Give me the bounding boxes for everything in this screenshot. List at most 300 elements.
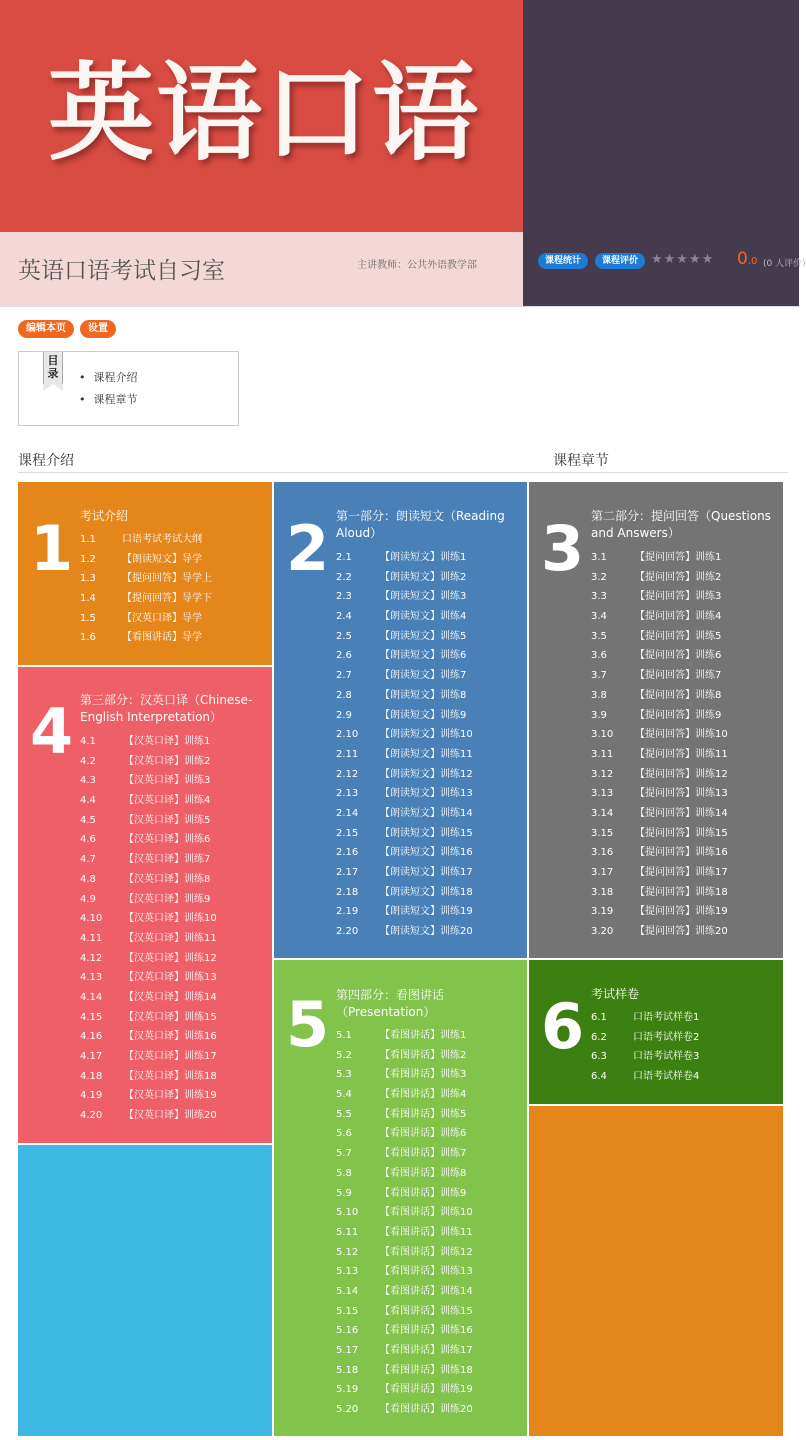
item-index: 4.15: [80, 1011, 103, 1023]
item-index: 2.7: [336, 670, 352, 682]
item-index: 5.9: [336, 1187, 352, 1199]
tile-number: 5: [286, 988, 330, 1061]
item-index: 2.10: [336, 729, 359, 741]
item-label: 【朗读短文】训练13: [380, 788, 473, 800]
list-item[interactable]: [591, 686, 728, 706]
item-index: 2.15: [336, 827, 359, 839]
chapter-tile-6: [529, 960, 783, 1104]
item-label: 【提问回答】训练7: [635, 670, 722, 682]
item-label: 【朗读短文】训练15: [380, 827, 473, 839]
list-item[interactable]: [336, 1243, 473, 1263]
item-index: 5.17: [336, 1345, 359, 1356]
list-item[interactable]: [591, 765, 728, 785]
list-item[interactable]: [336, 1400, 473, 1420]
chapter-tile-5: [274, 960, 527, 1436]
item-index: 1.1: [80, 534, 96, 545]
chapter-tile-1: [18, 482, 272, 665]
list-item[interactable]: [336, 646, 473, 666]
item-index: 3.15: [591, 827, 614, 839]
item-index: 5.11: [336, 1226, 359, 1238]
list-item[interactable]: [336, 784, 473, 804]
item-index: 3.5: [591, 630, 607, 642]
tile-title[interactable]: 第三部分：汉英口译（Chinese-English Interpretation）: [80, 693, 253, 724]
item-label: 【提问回答】训练9: [635, 709, 722, 721]
table-of-contents: [18, 351, 239, 426]
item-index: 5.8: [336, 1167, 352, 1179]
item-index: 4.10: [80, 913, 103, 925]
item-label: 【朗读短文】训练3: [380, 591, 467, 603]
list-item[interactable]: [591, 784, 728, 804]
item-index: 5.20: [336, 1404, 359, 1416]
list-item[interactable]: [80, 1047, 217, 1067]
course-title: 英语口语考试自习室: [18, 258, 225, 284]
item-index: 1.3: [80, 573, 96, 585]
toc-item-intro[interactable]: • 课程介绍: [79, 369, 138, 391]
list-item[interactable]: [336, 1302, 473, 1322]
item-label: 【提问回答】训练10: [635, 729, 728, 741]
list-item[interactable]: [336, 725, 473, 745]
list-item[interactable]: [336, 765, 473, 785]
list-item[interactable]: [591, 627, 728, 647]
list-item[interactable]: [591, 1008, 699, 1028]
list-item[interactable]: [80, 628, 212, 648]
item-index: 3.7: [591, 670, 607, 682]
item-label: 【朗读短文】训练8: [380, 689, 467, 701]
list-item[interactable]: [591, 824, 728, 844]
tile-title[interactable]: 第一部分：朗读短文（Reading Aloud）: [336, 509, 505, 540]
tile-number: 6: [541, 990, 585, 1063]
section-divider: [18, 472, 788, 473]
item-label: 口语考试样卷3: [633, 1051, 700, 1063]
list-item[interactable]: [336, 883, 473, 903]
item-index: 5.4: [336, 1089, 352, 1101]
item-index: 5.16: [336, 1325, 359, 1337]
list-item[interactable]: [591, 725, 728, 745]
item-index: 5.12: [336, 1246, 359, 1258]
list-item[interactable]: [336, 1164, 473, 1184]
item-index: 4.17: [80, 1051, 103, 1062]
list-item[interactable]: [80, 870, 217, 890]
item-index: 2.19: [336, 906, 359, 918]
list-item[interactable]: [336, 1046, 473, 1066]
tile-number: 2: [286, 512, 330, 585]
list-item[interactable]: [336, 686, 473, 706]
item-label: 【提问回答】训练14: [635, 807, 728, 819]
item-index: 2.6: [336, 650, 352, 662]
item-label: 口语考试样卷4: [633, 1071, 700, 1083]
course-title-bar: [0, 232, 523, 306]
tile-title[interactable]: 考试介绍: [80, 509, 129, 523]
tile-item-list: [591, 1008, 699, 1087]
review-count: (0 人评价): [763, 259, 806, 269]
tile-number: 1: [30, 512, 74, 585]
list-item[interactable]: [80, 1106, 217, 1126]
chapter-tile-2: [274, 482, 527, 958]
item-label: 【看图讲话】训练6: [380, 1128, 467, 1140]
list-item[interactable]: [80, 569, 212, 589]
list-item[interactable]: [336, 1105, 473, 1125]
item-index: 2.13: [336, 788, 359, 800]
item-index: 4.18: [80, 1070, 103, 1082]
item-index: 4.20: [80, 1110, 103, 1122]
item-index: 5.10: [336, 1207, 359, 1219]
item-label: 【提问回答】训练11: [635, 748, 728, 760]
item-index: 1.2: [80, 553, 96, 565]
list-item[interactable]: [336, 922, 473, 942]
item-label: 【汉英口译】训练18: [124, 1070, 217, 1082]
list-item[interactable]: [80, 811, 217, 831]
item-index: 5.6: [336, 1128, 352, 1140]
item-label: 【汉英口译】训练17: [124, 1051, 217, 1062]
rating-score: [737, 249, 757, 269]
list-item[interactable]: [80, 550, 212, 570]
tile-item-list: [336, 548, 473, 942]
item-label: 【朗读短文】训练11: [380, 748, 473, 760]
list-item[interactable]: [591, 1047, 699, 1067]
list-item[interactable]: [80, 988, 217, 1008]
item-label: 【提问回答】训练1: [635, 552, 722, 563]
item-index: 5.1: [336, 1030, 352, 1041]
list-item[interactable]: [336, 843, 473, 863]
list-item[interactable]: [80, 968, 217, 988]
item-label: 【看图讲话】训练15: [380, 1305, 473, 1317]
item-index: 4.4: [80, 795, 96, 807]
list-item[interactable]: [80, 909, 217, 929]
item-label: 【汉英口译】训练14: [124, 991, 217, 1003]
item-label: 【汉英口译】训练2: [124, 755, 211, 767]
list-item[interactable]: [336, 1085, 473, 1105]
item-index: 4.11: [80, 932, 103, 944]
item-label: 【看图讲话】训练12: [380, 1246, 473, 1258]
item-label: 口语考试样卷2: [633, 1031, 700, 1043]
item-index: 2.16: [336, 847, 359, 859]
list-item[interactable]: [591, 568, 728, 588]
item-label: 【看图讲话】训练1: [380, 1030, 467, 1041]
item-index: 5.3: [336, 1069, 352, 1081]
item-index: 3.1: [591, 552, 607, 563]
item-label: 【汉英口译】训练6: [124, 834, 211, 846]
item-index: 2.12: [336, 768, 359, 780]
list-item[interactable]: [336, 824, 473, 844]
item-label: 【看图讲话】训练3: [380, 1069, 467, 1081]
tile-item-list: [80, 732, 217, 1126]
item-label: 【朗读短文】训练14: [380, 807, 473, 819]
list-item[interactable]: [336, 587, 473, 607]
item-label: 【朗读短文】训练19: [380, 906, 473, 918]
list-item[interactable]: [591, 607, 728, 627]
list-item[interactable]: [336, 1144, 473, 1164]
item-label: 【汉英口译】训练20: [124, 1110, 217, 1122]
item-index: 5.19: [336, 1384, 359, 1396]
item-label: 【汉英口译】训练1: [124, 736, 211, 747]
item-index: 2.1: [336, 552, 352, 563]
item-index: 1.4: [80, 593, 96, 605]
list-item[interactable]: [336, 627, 473, 647]
item-label: 【汉英口译】训练7: [124, 854, 211, 866]
list-item[interactable]: [336, 1124, 473, 1144]
item-label: 【朗读短文】训练7: [380, 670, 467, 682]
empty-tile-orange: [529, 1106, 783, 1436]
item-label: 【提问回答】训练18: [635, 886, 728, 898]
item-label: 【看图讲话】训练2: [380, 1049, 467, 1061]
edit-page-button[interactable]: 编辑本页: [18, 320, 74, 338]
item-index: 3.18: [591, 886, 614, 898]
item-label: 【汉英口译】训练13: [124, 972, 217, 984]
item-index: 6.3: [591, 1051, 607, 1063]
list-item[interactable]: [80, 752, 217, 772]
item-index: 2.18: [336, 886, 359, 898]
item-index: 3.19: [591, 906, 614, 918]
item-index: 3.6: [591, 650, 607, 662]
list-item[interactable]: [80, 1067, 217, 1087]
item-label: 【朗读短文】训练2: [380, 571, 467, 583]
item-label: 【汉英口译】训练10: [124, 913, 217, 925]
item-index: 2.14: [336, 807, 359, 819]
header-divider: [0, 306, 799, 307]
item-label: 【提问回答】训练12: [635, 768, 728, 780]
list-item[interactable]: [336, 568, 473, 588]
rating-score-int: 0: [737, 249, 748, 269]
list-item[interactable]: [336, 902, 473, 922]
item-index: 2.3: [336, 591, 352, 603]
list-item[interactable]: [80, 830, 217, 850]
list-item[interactable]: [80, 791, 217, 811]
item-label: 【提问回答】训练16: [635, 847, 728, 859]
list-item[interactable]: [591, 922, 728, 942]
item-label: 【提问回答】训练13: [635, 788, 728, 800]
list-item[interactable]: [80, 771, 217, 791]
list-item[interactable]: [80, 589, 212, 609]
item-label: 口语考试样卷1: [633, 1012, 700, 1023]
list-item[interactable]: [336, 1361, 473, 1381]
list-item[interactable]: [591, 804, 728, 824]
section-heading-intro: 课程介绍: [18, 453, 74, 469]
toc-item-chapters[interactable]: • 课程章节: [79, 391, 138, 413]
item-index: 5.18: [336, 1364, 359, 1376]
tile-title[interactable]: 第四部分：看图讲话（Presentation）: [336, 988, 445, 1019]
chapter-tile-4: [18, 667, 272, 1143]
list-item[interactable]: [336, 745, 473, 765]
item-index: 4.14: [80, 991, 103, 1003]
list-item[interactable]: [80, 949, 217, 969]
item-label: 【汉英口译】训练5: [124, 814, 211, 826]
item-label: 【看图讲话】导学: [122, 632, 202, 644]
chapter-tile-3: [529, 482, 783, 958]
list-item[interactable]: [591, 666, 728, 686]
item-label: 【看图讲话】训练14: [380, 1285, 473, 1297]
rating-score-decimal: .0: [747, 256, 758, 267]
list-item[interactable]: [336, 607, 473, 627]
item-index: 5.13: [336, 1266, 359, 1278]
list-item[interactable]: [591, 1028, 699, 1048]
list-item[interactable]: [336, 1341, 473, 1361]
item-index: 6.1: [591, 1012, 607, 1023]
item-index: 1.6: [80, 632, 96, 644]
item-label: 【提问回答】训练5: [635, 630, 722, 642]
item-label: 【提问回答】训练6: [635, 650, 722, 662]
item-index: 5.14: [336, 1285, 359, 1297]
tile-item-list: [591, 548, 728, 942]
course-stats-button[interactable]: 课程统计: [538, 253, 588, 269]
list-item[interactable]: [591, 1067, 699, 1087]
item-label: 【汉英口译】导学: [122, 612, 202, 624]
list-item[interactable]: [336, 1282, 473, 1302]
item-index: 2.9: [336, 709, 352, 721]
item-label: 【看图讲话】训练19: [380, 1384, 473, 1396]
rating-stars[interactable]: ★★★★★: [651, 252, 715, 267]
list-item[interactable]: [591, 587, 728, 607]
item-index: 3.10: [591, 729, 614, 741]
item-label: 【提问回答】训练4: [635, 611, 722, 623]
item-index: 3.13: [591, 788, 614, 800]
list-item[interactable]: [80, 732, 217, 752]
item-index: 4.1: [80, 736, 96, 747]
list-item[interactable]: [80, 929, 217, 949]
item-label: 【提问回答】训练2: [635, 571, 722, 583]
list-item[interactable]: [591, 902, 728, 922]
item-label: 【提问回答】训练3: [635, 591, 722, 603]
item-label: 【汉英口译】训练12: [124, 952, 217, 964]
item-index: 2.17: [336, 867, 359, 878]
item-index: 3.4: [591, 611, 607, 623]
list-item[interactable]: [591, 843, 728, 863]
item-label: 【提问回答】训练15: [635, 827, 728, 839]
item-index: 4.8: [80, 873, 96, 885]
item-label: 【提问回答】训练19: [635, 906, 728, 918]
course-review-button[interactable]: 课程评价: [595, 253, 645, 269]
item-label: 口语考试考试大纲: [122, 534, 202, 545]
item-index: 4.3: [80, 775, 96, 787]
toc-list: [79, 369, 138, 413]
item-label: 【朗读短文】训练17: [380, 867, 473, 878]
item-index: 3.11: [591, 748, 614, 760]
item-index: 2.8: [336, 689, 352, 701]
list-item[interactable]: [80, 1008, 217, 1028]
list-item[interactable]: [591, 646, 728, 666]
item-label: 【看图讲话】训练13: [380, 1266, 473, 1278]
banner-title: 英语口语: [48, 50, 480, 175]
item-index: 5.15: [336, 1305, 359, 1317]
list-item[interactable]: [336, 666, 473, 686]
item-index: 4.6: [80, 834, 96, 846]
list-item[interactable]: [591, 883, 728, 903]
course-banner: [0, 0, 523, 232]
list-item[interactable]: [80, 850, 217, 870]
list-item[interactable]: [336, 1184, 473, 1204]
list-item[interactable]: [80, 1027, 217, 1047]
item-label: 【朗读短文】训练9: [380, 709, 467, 721]
list-item[interactable]: [336, 863, 473, 883]
list-item[interactable]: [336, 1380, 473, 1400]
item-index: 3.12: [591, 768, 614, 780]
item-label: 【提问回答】训练20: [635, 926, 728, 938]
item-label: 【朗读短文】训练1: [380, 552, 467, 563]
item-label: 【汉英口译】训练8: [124, 873, 211, 885]
list-item[interactable]: [591, 548, 728, 568]
item-index: 4.13: [80, 972, 103, 984]
item-label: 【看图讲话】训练4: [380, 1089, 467, 1101]
item-index: 4.7: [80, 854, 96, 866]
item-index: 4.9: [80, 893, 96, 905]
item-index: 3.17: [591, 867, 614, 878]
item-index: 4.5: [80, 814, 96, 826]
list-item[interactable]: [336, 1065, 473, 1085]
item-label: 【看图讲话】训练17: [380, 1345, 473, 1356]
toc-bookmark-tag: 目录: [43, 352, 63, 384]
item-label: 【提问回答】导学下: [122, 593, 212, 605]
list-item[interactable]: [80, 890, 217, 910]
item-label: 【汉英口译】训练3: [124, 775, 211, 787]
item-label: 【朗读短文】训练18: [380, 886, 473, 898]
item-label: 【汉英口译】训练11: [124, 932, 217, 944]
item-index: 3.16: [591, 847, 614, 859]
section-heading-chapters: 课程章节: [553, 453, 609, 469]
item-label: 【汉英口译】训练16: [124, 1031, 217, 1043]
list-item[interactable]: [336, 804, 473, 824]
item-label: 【朗读短文】训练5: [380, 630, 467, 642]
list-item[interactable]: [336, 1026, 473, 1046]
item-index: 2.4: [336, 611, 352, 623]
list-item[interactable]: [80, 609, 212, 629]
item-label: 【朗读短文】训练12: [380, 768, 473, 780]
list-item[interactable]: [591, 706, 728, 726]
item-label: 【朗读短文】训练4: [380, 611, 467, 623]
item-label: 【汉英口译】训练4: [124, 795, 211, 807]
list-item[interactable]: [336, 548, 473, 568]
tile-title[interactable]: 考试样卷: [591, 987, 640, 1001]
item-index: 4.2: [80, 755, 96, 767]
tile-number: 3: [541, 512, 585, 585]
item-label: 【看图讲话】训练8: [380, 1167, 467, 1179]
item-label: 【汉英口译】训练9: [124, 893, 211, 905]
settings-button[interactable]: 设置: [80, 320, 116, 338]
list-item[interactable]: [80, 1086, 217, 1106]
item-index: 4.16: [80, 1031, 103, 1043]
list-item[interactable]: [336, 1223, 473, 1243]
list-item[interactable]: [336, 1203, 473, 1223]
list-item[interactable]: [591, 863, 728, 883]
list-item[interactable]: [336, 1321, 473, 1341]
item-label: 【朗读短文】导学: [122, 553, 202, 565]
item-label: 【朗读短文】训练16: [380, 847, 473, 859]
item-label: 【看图讲话】训练11: [380, 1226, 473, 1238]
tile-item-list: [80, 530, 212, 648]
list-item[interactable]: [336, 1262, 473, 1282]
item-label: 【看图讲话】训练10: [380, 1207, 473, 1219]
empty-tile-cyan: [18, 1145, 272, 1436]
list-item[interactable]: [591, 745, 728, 765]
item-index: 3.3: [591, 591, 607, 603]
item-label: 【看图讲话】训练9: [380, 1187, 467, 1199]
item-label: 【提问回答】训练17: [635, 867, 728, 878]
item-index: 5.5: [336, 1108, 352, 1120]
list-item[interactable]: [80, 530, 212, 550]
item-index: 3.8: [591, 689, 607, 701]
item-index: 2.20: [336, 926, 359, 938]
item-index: 3.2: [591, 571, 607, 583]
item-label: 【看图讲话】训练7: [380, 1148, 467, 1160]
item-label: 【提问回答】训练8: [635, 689, 722, 701]
tile-item-list: [336, 1026, 473, 1420]
tile-title[interactable]: 第二部分：提问回答（Questions and Answers）: [591, 509, 771, 540]
item-index: 4.12: [80, 952, 103, 964]
item-label: 【看图讲话】训练16: [380, 1325, 473, 1337]
list-item[interactable]: [336, 706, 473, 726]
item-index: 6.2: [591, 1031, 607, 1043]
item-label: 【看图讲话】训练5: [380, 1108, 467, 1120]
item-label: 【汉英口译】训练15: [124, 1011, 217, 1023]
item-index: 3.14: [591, 807, 614, 819]
